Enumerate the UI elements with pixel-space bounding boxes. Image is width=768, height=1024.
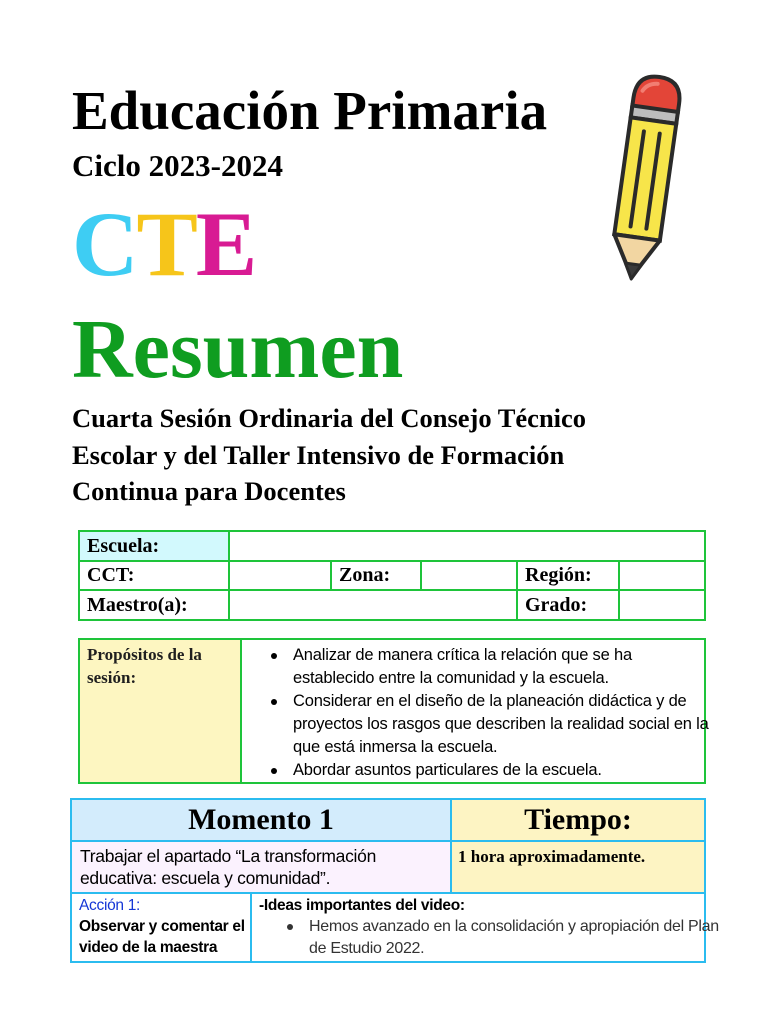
cte-heading: [72, 192, 255, 296]
purpose-item: [266, 759, 696, 782]
school-field[interactable]: [229, 531, 705, 561]
purposes-label-line: Propósitos de la: [87, 645, 202, 664]
purpose-line: Analizar de manera crítica la relación que se ha: [293, 646, 632, 664]
purpose-line: Abordar asuntos particulares de la escuela.: [293, 761, 602, 779]
teacher-field[interactable]: [229, 590, 517, 620]
purposes-label-line: sesión:: [87, 668, 137, 687]
school-info-table: [78, 530, 706, 621]
purpose-line: proyectos los rasgos que describen la realidad social en la: [293, 715, 709, 733]
zone-label: Zona:: [331, 561, 421, 591]
idea-line: Hemos avanzado en la consolidación y apropiación del Plan: [309, 918, 719, 935]
subtitle-line: Cuarta Sesión Ordinaria del Consejo Técnico: [72, 403, 587, 433]
ideas-heading: -Ideas importantes del video:: [259, 897, 465, 914]
teacher-label: Maestro(a):: [79, 590, 229, 620]
purposes-list-cell: [241, 639, 709, 783]
cte-letter-t: T: [136, 193, 196, 295]
purpose-line: que está inmersa la escuela.: [293, 738, 498, 756]
ideas-list: [259, 916, 719, 960]
moment-table: [70, 798, 719, 963]
purposes-list: [266, 644, 709, 782]
cte-letter-c: C: [72, 193, 137, 295]
school-label: Escuela:: [79, 531, 229, 561]
action-desc-line: video de la maestra: [79, 939, 218, 956]
moment-task: [71, 841, 451, 893]
action-cell: [71, 893, 251, 962]
region-field[interactable]: [619, 561, 705, 591]
task-line: educativa: escuela y comunidad”.: [80, 868, 331, 888]
time-value: 1 hora aproximadamente.: [451, 841, 705, 893]
purpose-line: Considerar en el diseño de la planeación didáctica y de: [293, 692, 687, 710]
purpose-line: establecido entre la comunidad y la escuela.: [293, 669, 609, 687]
summary-heading: Resumen: [72, 303, 404, 396]
time-label: Tiempo:: [451, 799, 705, 841]
purpose-item: [266, 644, 696, 690]
action-label: Acción 1:: [79, 897, 141, 914]
session-subtitle: [72, 400, 712, 510]
cct-field[interactable]: [229, 561, 331, 591]
purpose-item: [266, 690, 709, 759]
pencil-icon: [600, 70, 690, 292]
idea-line: de Estudio 2022.: [309, 940, 425, 957]
cte-letter-e: E: [195, 193, 256, 295]
grade-field[interactable]: [619, 590, 705, 620]
page-title: Educación Primaria: [72, 80, 548, 141]
region-label: Región:: [517, 561, 619, 591]
school-cycle: Ciclo 2023-2024: [72, 148, 283, 183]
task-line: Trabajar el apartado “La transformación: [80, 846, 377, 866]
grade-label: Grado:: [517, 590, 619, 620]
cct-label: CCT:: [79, 561, 229, 591]
idea-item: [282, 916, 719, 960]
purposes-label: [79, 639, 241, 783]
purposes-table: [78, 638, 709, 784]
ideas-cell: [251, 893, 719, 962]
zone-field[interactable]: [421, 561, 517, 591]
action-desc-line: Observar y comentar el: [79, 918, 245, 935]
subtitle-line: Escolar y del Taller Intensivo de Formación: [72, 439, 565, 470]
moment-title: Momento 1: [71, 799, 451, 841]
subtitle-line: Continua para Docentes: [72, 476, 346, 506]
